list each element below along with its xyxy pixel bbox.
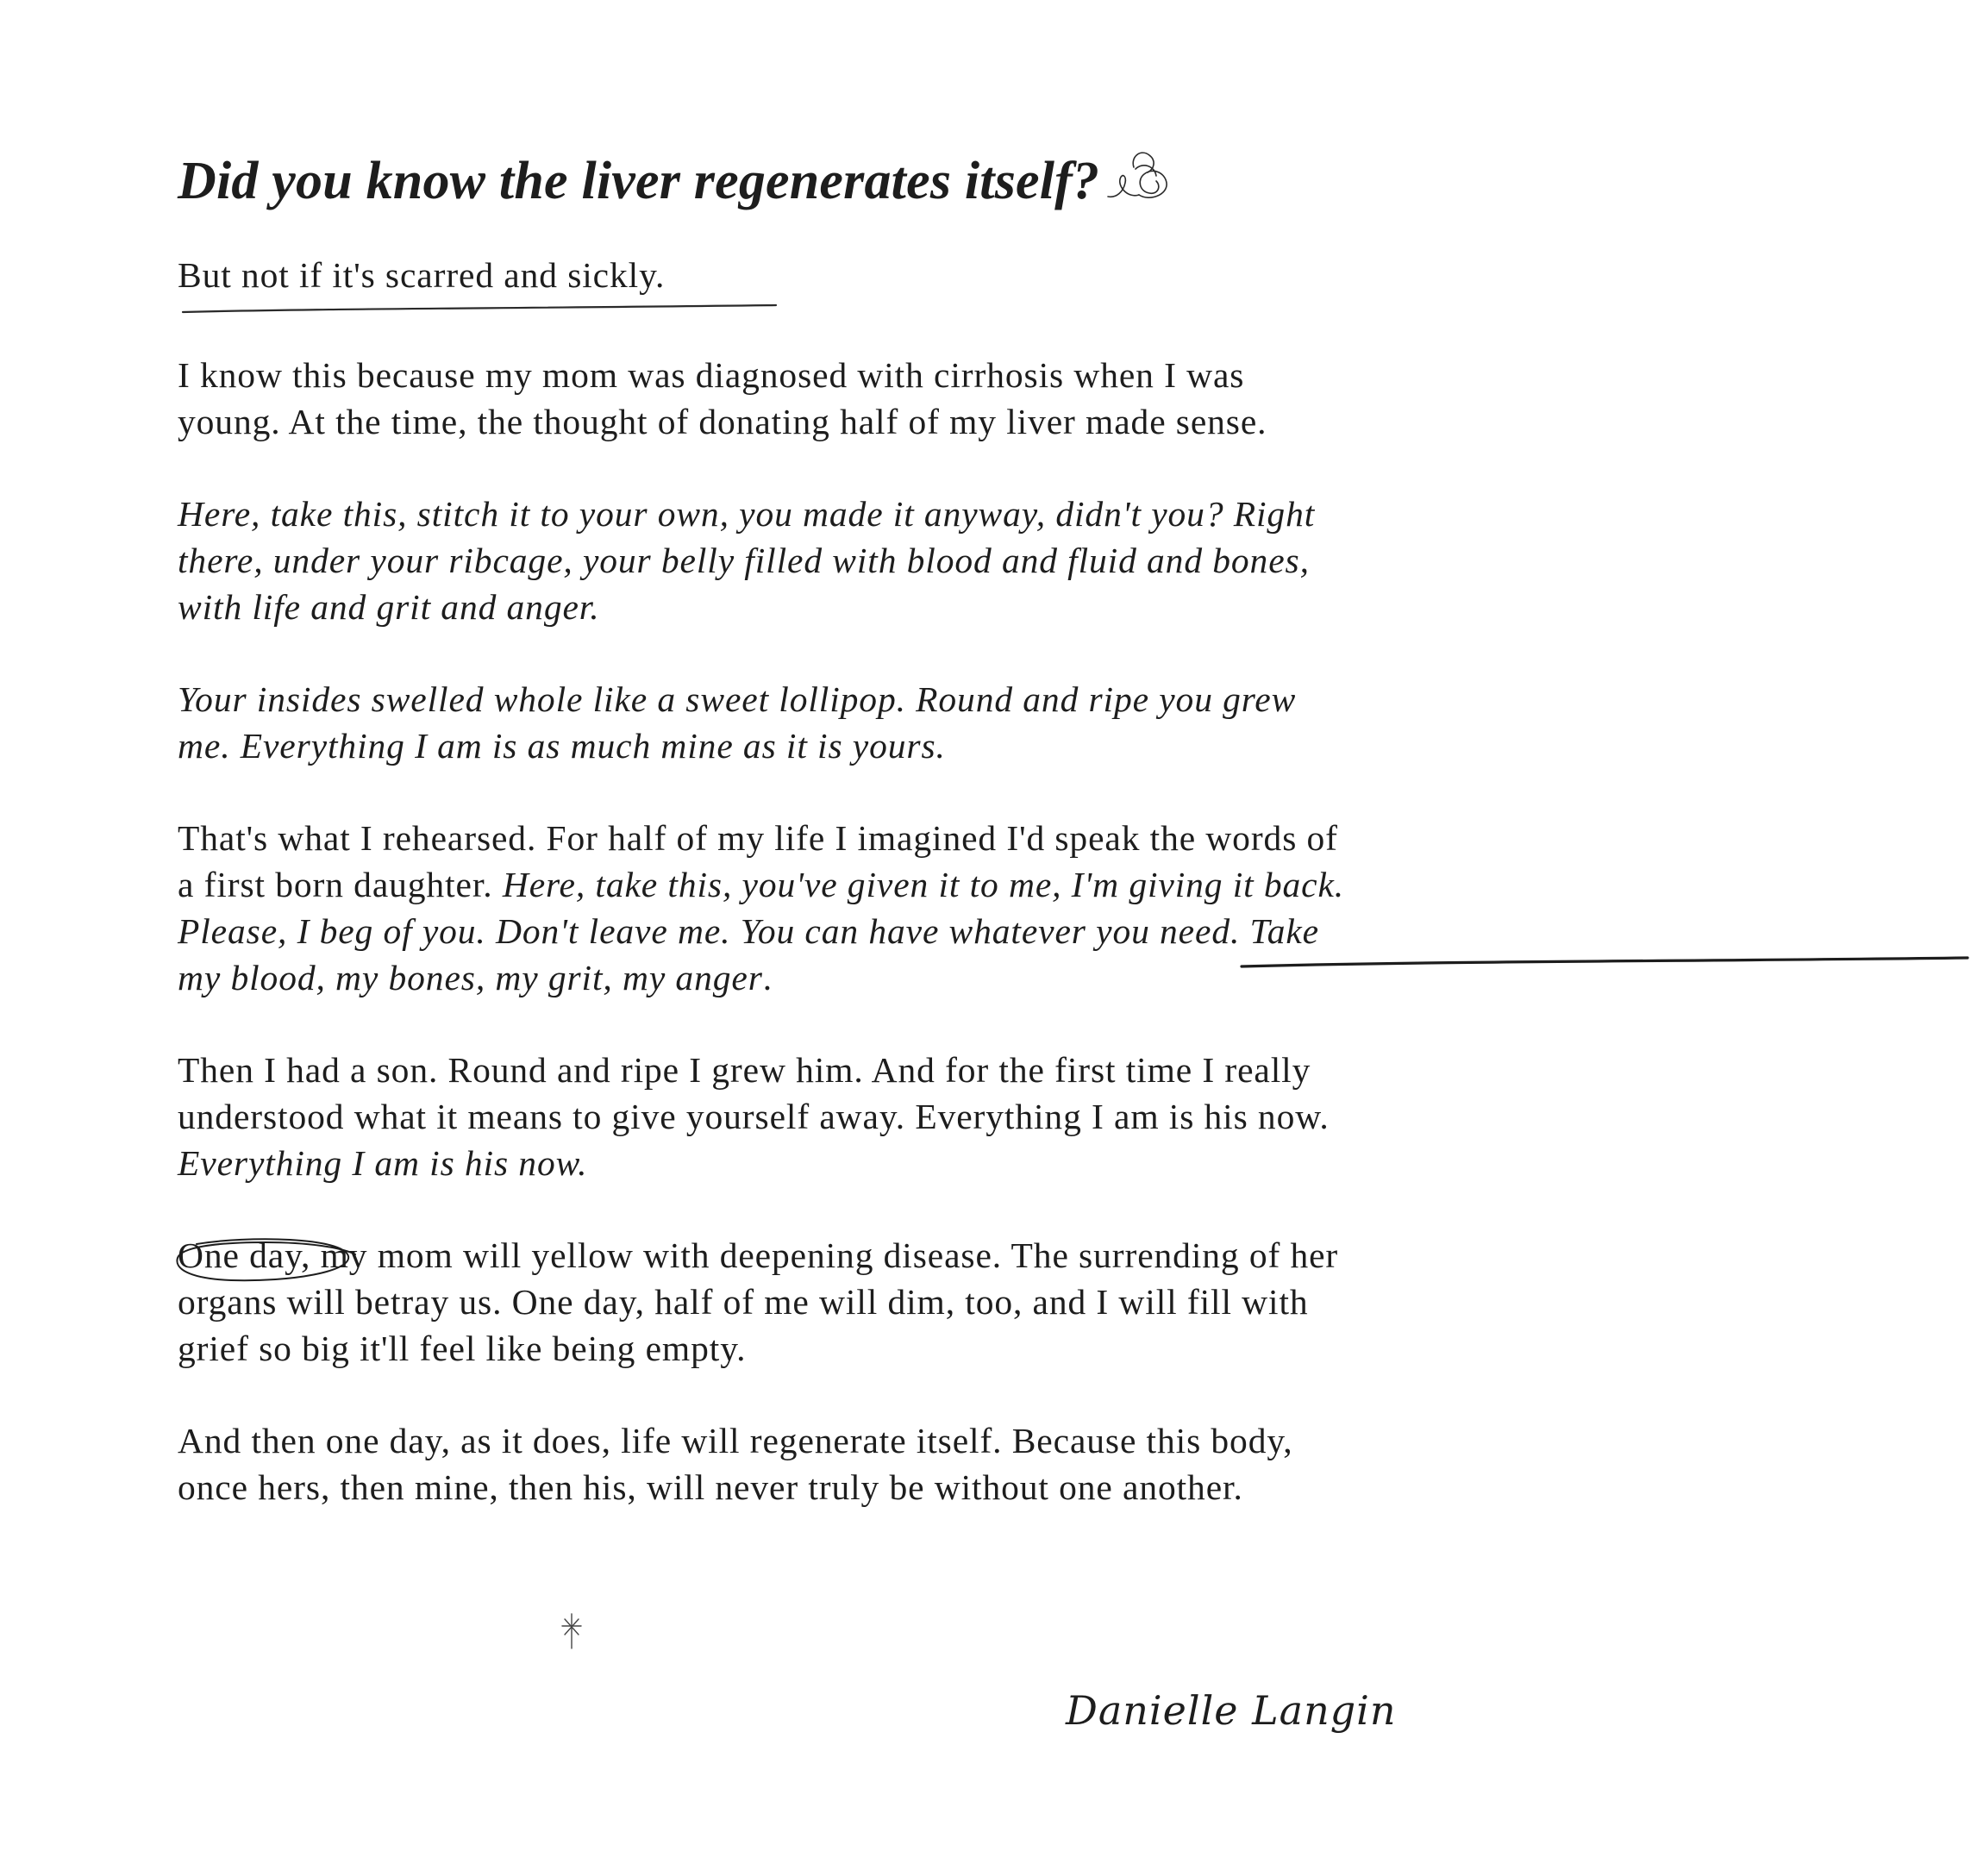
page-title — [178, 145, 1346, 228]
circled-phrase-text: One day, — [178, 1235, 311, 1275]
paragraph-4-underline — [1238, 954, 1971, 972]
paragraph-4-italic: Here, take this, you've given it to me, I'm giving it back. Please, I beg of you. Don't leave me. You can have whatever you need. — [178, 865, 1345, 951]
paragraph-6-rest: my mom will yellow with deepening disease. The surrending of her organs will betray us. One day, half of me will dim, too, and I will fill with grief so big it'll feel like being empty. — [178, 1235, 1339, 1368]
subtitle — [178, 252, 781, 319]
circled-phrase — [178, 1232, 310, 1279]
paragraph-1: I know this because my mom was diagnosed with cirrhosis when I was young. At the time, the thought of donating half of my liver made sense. — [178, 355, 1267, 441]
signature-script — [1061, 1679, 1397, 1748]
paragraph-7-text: And then one day, as it does, life will regenerate itself. Because this body, once hers, then mine, then his, will never truly be without one another. — [178, 1421, 1293, 1507]
paragraph-5-plain: Then I had a son. Round and ripe I grew him. And for the first time I really understood what it means to give yourself away. Everything I am is his now. — [178, 1050, 1330, 1136]
title-text: Did you know the liver regenerates itself? — [178, 152, 1100, 211]
subtitle-text: But not if it's scarred and sickly. — [178, 255, 666, 295]
paragraph-2: Here, take this, stitch it to your own, you made it anyway, didn't you? Right there, under your ribcage, your belly filled with blood and fluid and bones, with life and grit and anger. — [178, 494, 1316, 627]
paragraph-7 — [178, 1417, 1346, 1510]
circle-mark-icon — [171, 1237, 360, 1285]
signature-text: Danielle Langin — [1066, 1687, 1397, 1734]
paragraph-4-plain: That's what I rehearsed. For half of my life I imagined I'd speak the words of a first born daughter. — [178, 818, 1338, 904]
sparkle-icon — [559, 1612, 585, 1650]
subtitle-underline — [178, 300, 781, 319]
poem-page — [178, 145, 1346, 1510]
signature — [1061, 1679, 1397, 1748]
paragraph-4 — [178, 815, 1346, 1001]
swirl-doodle-icon — [1104, 141, 1173, 224]
paragraph-6 — [178, 1232, 1346, 1372]
paragraph-5 — [178, 1047, 1346, 1186]
paragraph-5-italic: Everything I am is his now. — [178, 1143, 588, 1183]
paragraph-4-end: . — [762, 958, 773, 997]
paragraph-4-underlined-text: Take my blood, my bones, my grit, my anger — [178, 911, 1319, 997]
paragraph-3: Your insides swelled whole like a sweet lollipop. Round and ripe you grew me. Everything I am is as much mine as it is yours. — [178, 679, 1297, 766]
